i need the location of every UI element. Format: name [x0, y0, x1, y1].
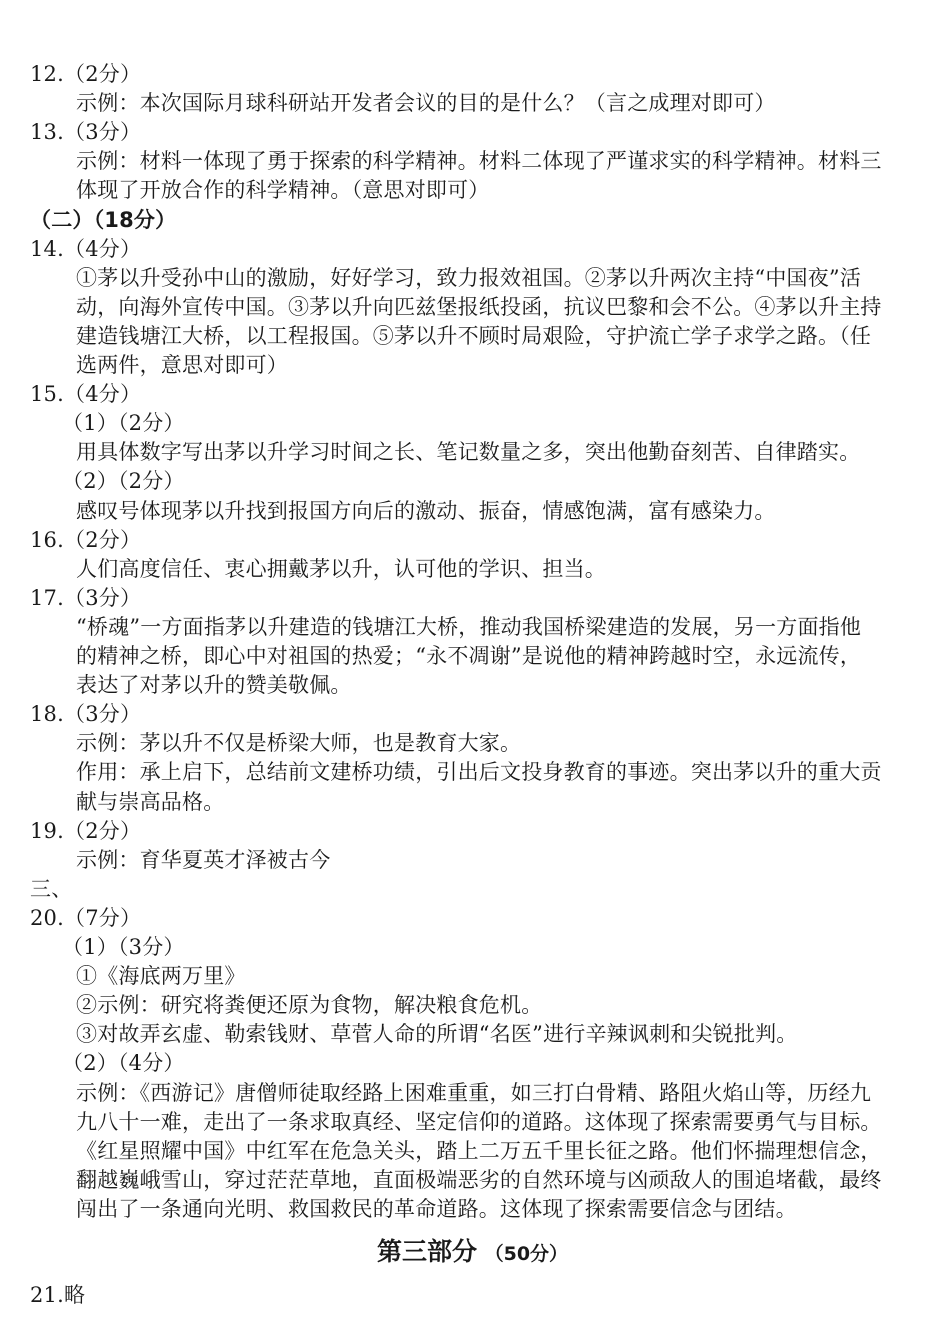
answer-line: 人们高度信任、衷心拥戴茅以升，认可他的学识、担当。	[76, 557, 606, 581]
answer-line: “桥魂”一方面指茅以升建造的钱塘江大桥，推动我国桥梁建造的发展，另一方面指他	[76, 615, 862, 639]
answer-line: 翻越巍峨雪山，穿过茫茫草地，直面极端恶劣的自然环境与凶顽敌人的围追堵截，最终	[76, 1168, 882, 1192]
answer-line: 16.（2分）	[30, 528, 142, 552]
part-three-title: 第三部分	[376, 1237, 477, 1266]
answer-line: 示例：茅以升不仅是桥梁大师，也是教育大家。	[76, 731, 522, 755]
answer-line: （2）（4分）	[62, 1051, 185, 1075]
answer-line: （二）（18分）	[30, 208, 177, 232]
answer-line: 15.（4分）	[30, 382, 142, 406]
answer-line: ③对故弄玄虚、勒索钱财、草菅人命的所谓“名医”进行辛辣讽刺和尖锐批判。	[76, 1022, 798, 1046]
answer-line: 九八十一难，走出了一条求取真经、坚定信仰的道路。这体现了探索需要勇气与目标。	[76, 1110, 882, 1134]
answer-line: 20.（7分）	[30, 906, 142, 930]
answer-line: 17.（3分）	[30, 586, 142, 610]
answer-line: 19.（2分）	[30, 819, 142, 843]
answer-line: （1）（2分）	[62, 411, 185, 435]
answer-line: 选两件，意思对即可）	[76, 353, 288, 377]
answer-line: ②示例：研究将粪便还原为食物，解决粮食危机。	[76, 993, 543, 1017]
answer-line: 《红星照耀中国》中红军在危急关头，踏上二万五千里长征之路。他们怀揣理想信念，	[76, 1139, 882, 1163]
answer-line: ①茅以升受孙中山的激励，好好学习，致力报效祖国。②茅以升两次主持“中国夜”活	[76, 266, 862, 290]
answer-line: 表达了对茅以升的赞美敬佩。	[76, 673, 352, 697]
answer-line: 用具体数字写出茅以升学习时间之长、笔记数量之多，突出他勤奋刻苦、自律踏实。	[76, 440, 861, 464]
answer-line: （2）（2分）	[62, 469, 185, 493]
answer-line: 体现了开放合作的科学精神。（意思对即可）	[76, 178, 490, 202]
answer-line: 示例：《西游记》唐僧师徒取经路上困难重重，如三打白骨精、路阻火焰山等，历经九	[76, 1081, 872, 1105]
answer-line: 三、	[30, 877, 73, 901]
answer-line: 示例：材料一体现了勇于探索的科学精神。材料二体现了严谨求实的科学精神。材料三	[76, 149, 882, 173]
answer-line: ①《海底两万里》	[76, 964, 246, 988]
answer-line: 示例：育华夏英才泽被古今	[76, 848, 331, 872]
answer-line: 示例：本次国际月球科研站开发者会议的目的是什么？（言之成理对即可）	[76, 91, 776, 115]
answer-line: 建造钱塘江大桥，以工程报国。⑤茅以升不顾时局艰险，守护流亡学子求学之路。（任	[76, 324, 872, 348]
part-three-heading	[0, 1236, 945, 1270]
answer-21: 21.略	[30, 1283, 86, 1307]
answer-line: （1）（3分）	[62, 935, 185, 959]
answer-line: 作用：承上启下，总结前文建桥功绩，引出后文投身教育的事迹。突出茅以升的重大贡	[76, 760, 882, 784]
answer-line: 14.（4分）	[30, 237, 142, 261]
answer-line: 的精神之桥，即心中对祖国的热爱；“永不凋谢”是说他的精神跨越时空，永远流传，	[76, 644, 862, 668]
answer-line: 闯出了一条通向光明、救国救民的革命道路。这体现了探索需要信念与团结。	[76, 1197, 797, 1221]
answer-line: 感叹号体现茅以升找到报国方向后的激动、振奋，情感饱满，富有感染力。	[76, 499, 776, 523]
answer-line: 18.（3分）	[30, 702, 142, 726]
part-three-score: （50分）	[484, 1243, 569, 1265]
answer-line: 13.（3分）	[30, 120, 142, 144]
answer-line: 献与崇高品格。	[76, 790, 225, 814]
answer-line: 12.（2分）	[30, 62, 142, 86]
answer-line: 动，向海外宣传中国。③茅以升向匹兹堡报纸投函，抗议巴黎和会不公。④茅以升主持	[76, 295, 882, 319]
